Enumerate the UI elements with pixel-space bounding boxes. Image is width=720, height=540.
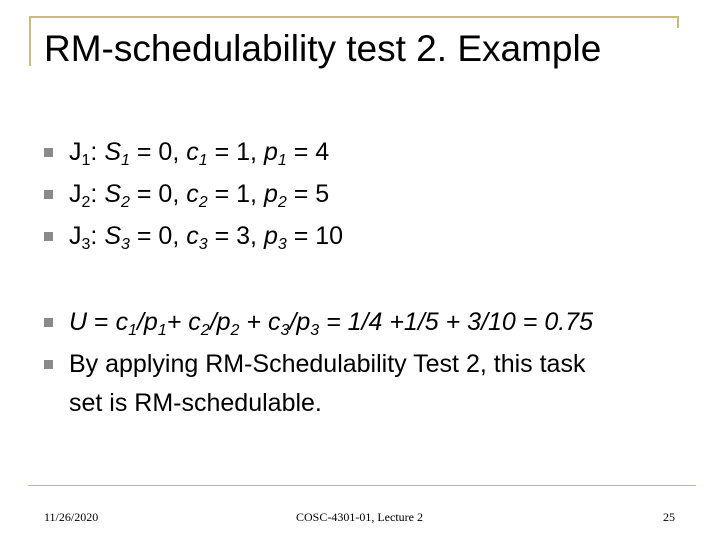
job-2-text: $J_2$: $S_2 = 0$, $c_2 = 1$, $p_2 = 5$ [69, 180, 330, 211]
bullet-square-icon [44, 232, 53, 241]
footer-divider [28, 485, 696, 486]
utilization-text: $U = c_1/p_1+ c_2/p_2 + c_3/p_3 = 1/4 +1/5 + 3/10 = 0.75$ [69, 308, 593, 339]
bullet-square-icon [44, 318, 53, 327]
conclusion-line-1: By applying RM-Schedulability Test 2, this task [69, 350, 586, 378]
slide-title: RM-schedulability test 2. Example [44, 28, 602, 69]
footer-date: 11/26/2020 [44, 510, 99, 524]
job-1-text: $J_1$: $S_1 = 0$, $c_1 = 1$, $p_1 = 4$ [69, 138, 330, 169]
footer-page-number: 25 [663, 510, 675, 524]
bullet-square-icon [44, 360, 53, 369]
job-3-text: $J_3$: $S_3 = 0$, $c_3 = 3$, $p_3 = 10$ [69, 222, 344, 253]
footer-course: COSC-4301-01, Lecture 2 [296, 510, 423, 524]
bullet-square-icon [44, 148, 53, 157]
bullet-square-icon [44, 190, 53, 199]
conclusion-line-2: set is RM-schedulable. [69, 389, 322, 417]
